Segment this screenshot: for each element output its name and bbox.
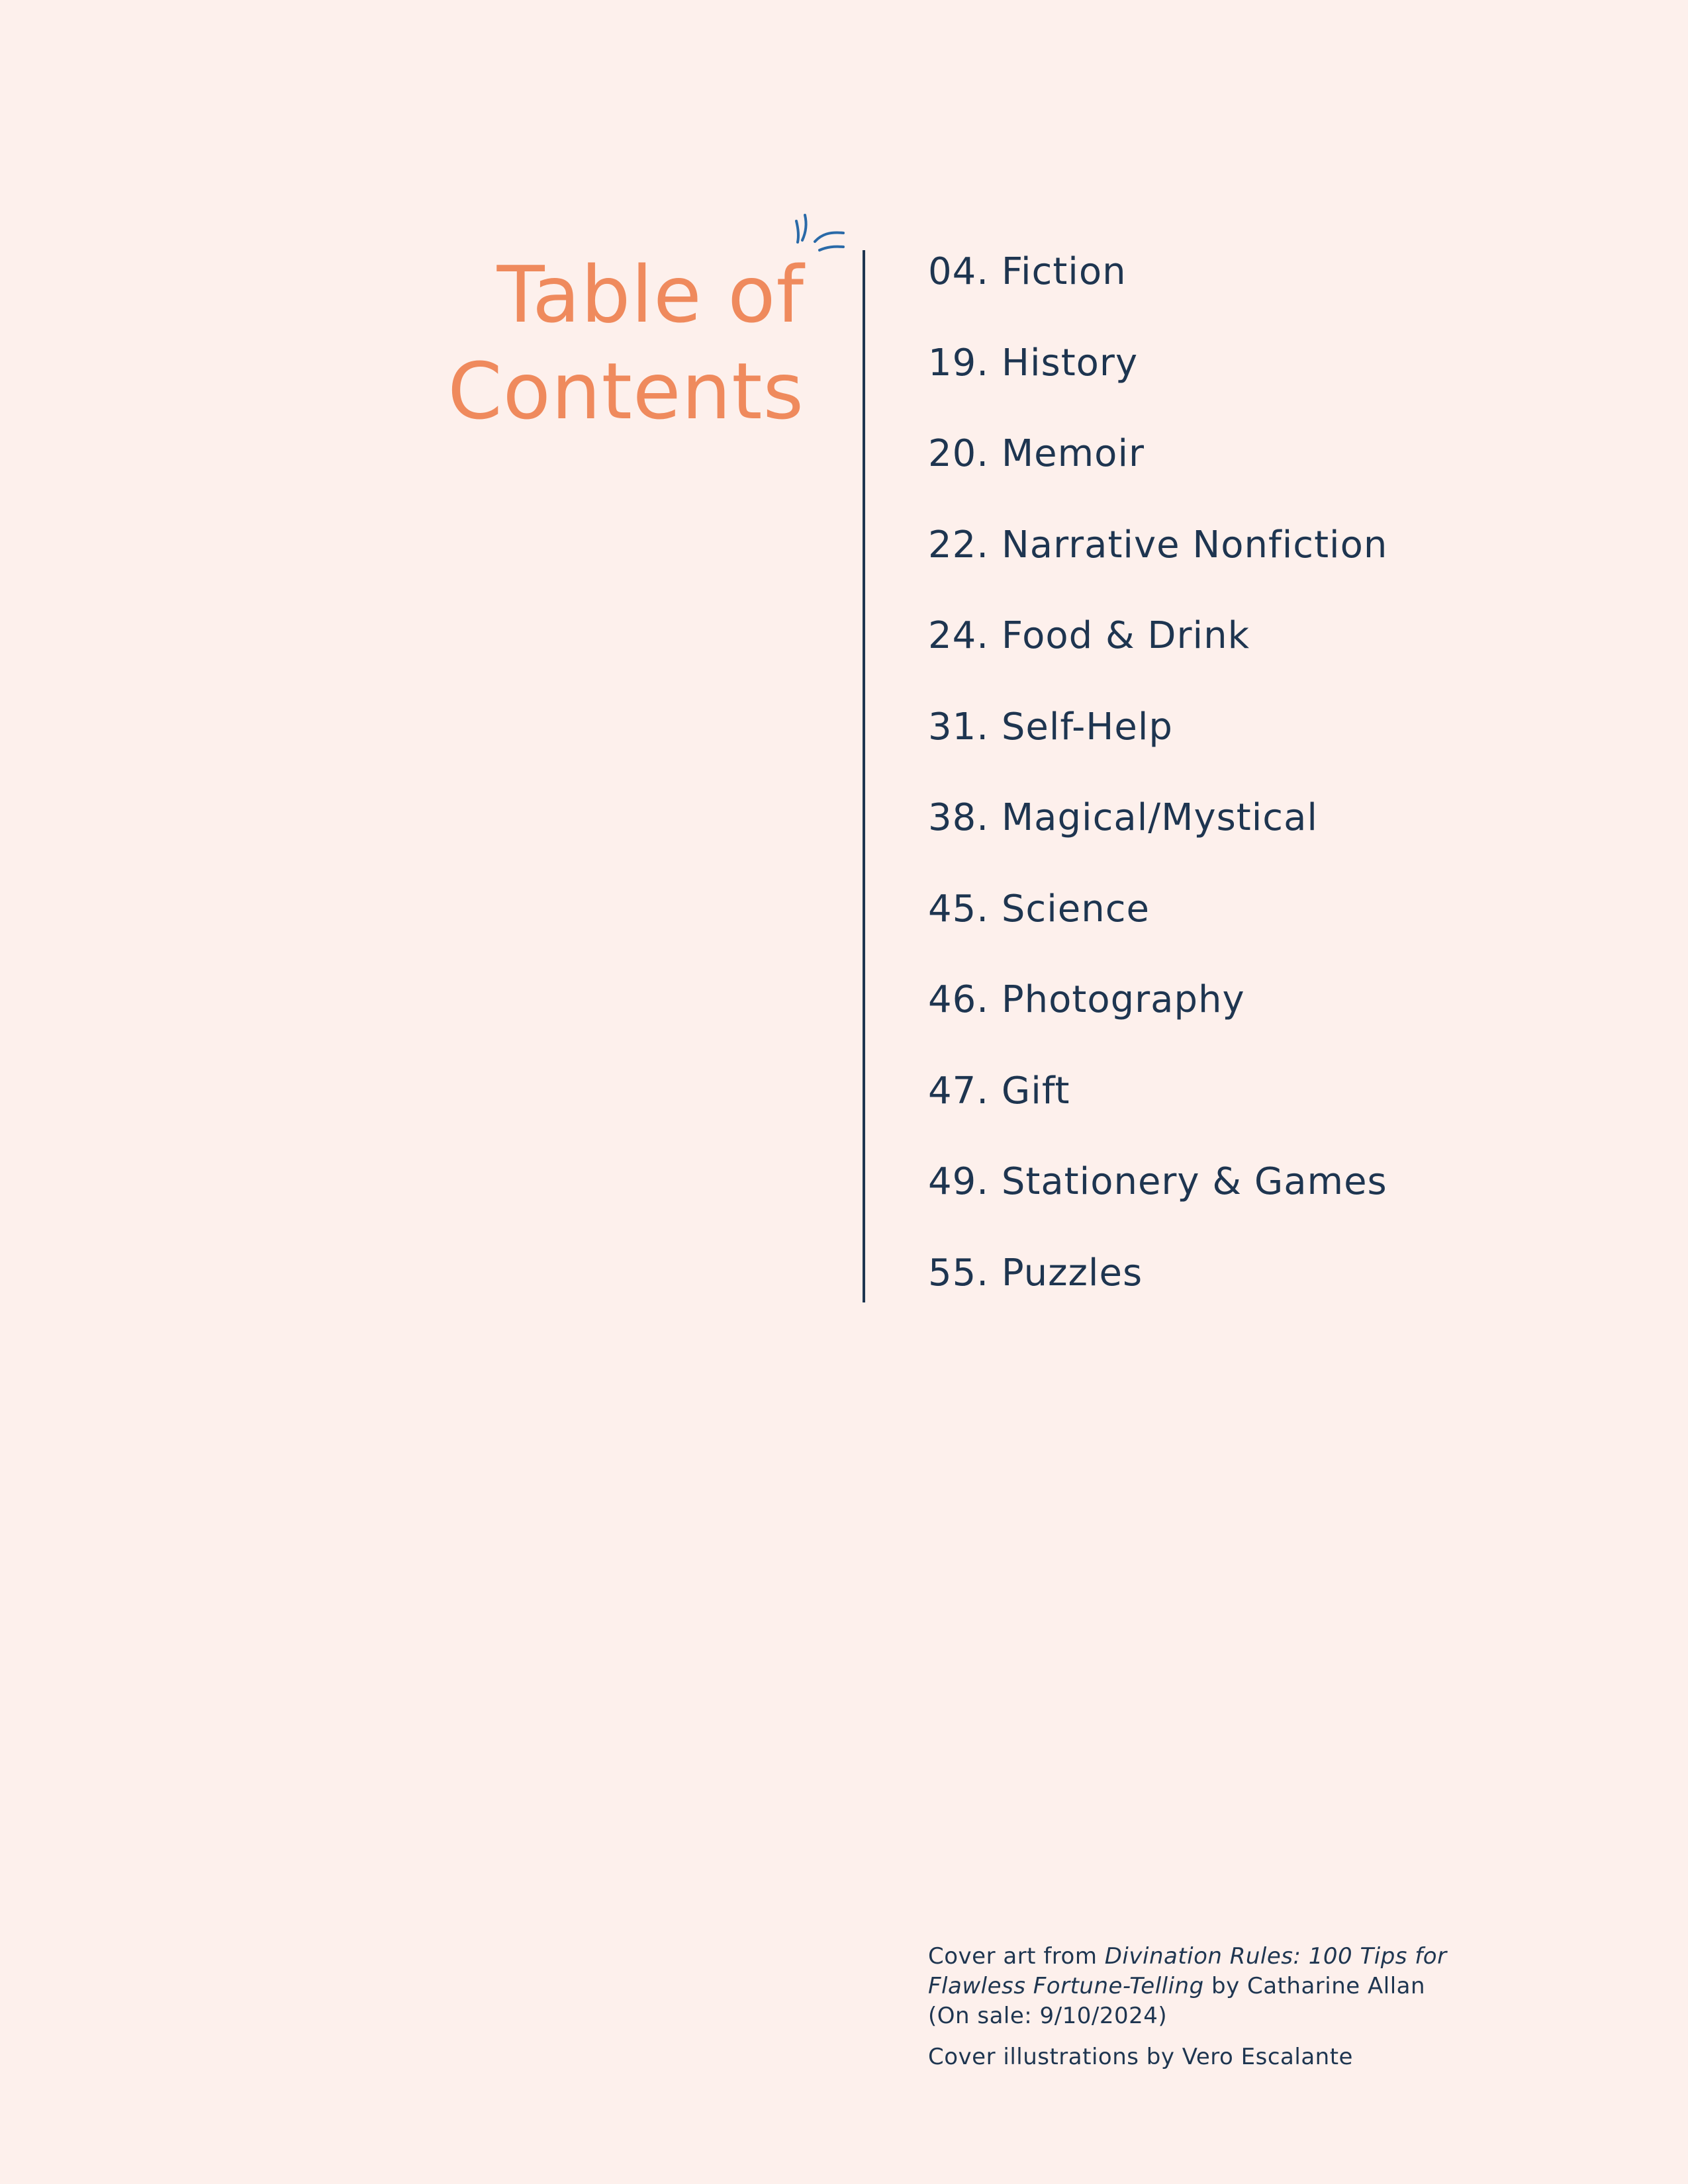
toc-item-photography[interactable]: 46. Photography [928, 978, 1245, 1021]
cover-art-credit [928, 1942, 1524, 2031]
title-line-2: Contents [447, 345, 804, 437]
toc-item-stationery-and-games[interactable]: 49. Stationery & Games [928, 1160, 1387, 1203]
toc-item-food-and-drink[interactable]: 24. Food & Drink [928, 614, 1250, 657]
toc-item-gift[interactable]: 47. Gift [928, 1069, 1070, 1113]
toc-item-self-help[interactable]: 31. Self-Help [928, 705, 1173, 749]
toc-item-fiction[interactable]: 04. Fiction [928, 250, 1127, 293]
toc-item-history[interactable]: 19. History [928, 341, 1139, 385]
title-line-1: Table of [496, 249, 804, 340]
toc-item-magical-mystical[interactable]: 38. Magical/Mystical [928, 796, 1318, 839]
cover-author: by Catharine Allan [1203, 1973, 1426, 1999]
cover-credits [928, 1942, 1524, 2072]
illustrations-credit: Cover illustrations by Vero Escalante [928, 2044, 1353, 2070]
toc-item-puzzles[interactable]: 55. Puzzles [928, 1251, 1143, 1295]
cover-art-prefix: Cover art from [928, 1943, 1105, 1970]
toc-item-science[interactable]: 45. Science [928, 887, 1150, 931]
toc-item-narrative-nonfiction[interactable]: 22. Narrative Nonfiction [928, 523, 1388, 567]
toc-list [928, 249, 1387, 1341]
sparkle-lines-icon [785, 210, 858, 270]
page-title [447, 246, 804, 439]
vertical-divider [863, 250, 865, 1302]
toc-item-memoir[interactable]: 20. Memoir [928, 432, 1145, 475]
on-sale-date: (On sale: 9/10/2024) [928, 2003, 1168, 2029]
cover-book-title: Divination Rules: 100 Tips for Flawless Fortune-Telling [928, 1943, 1447, 1999]
